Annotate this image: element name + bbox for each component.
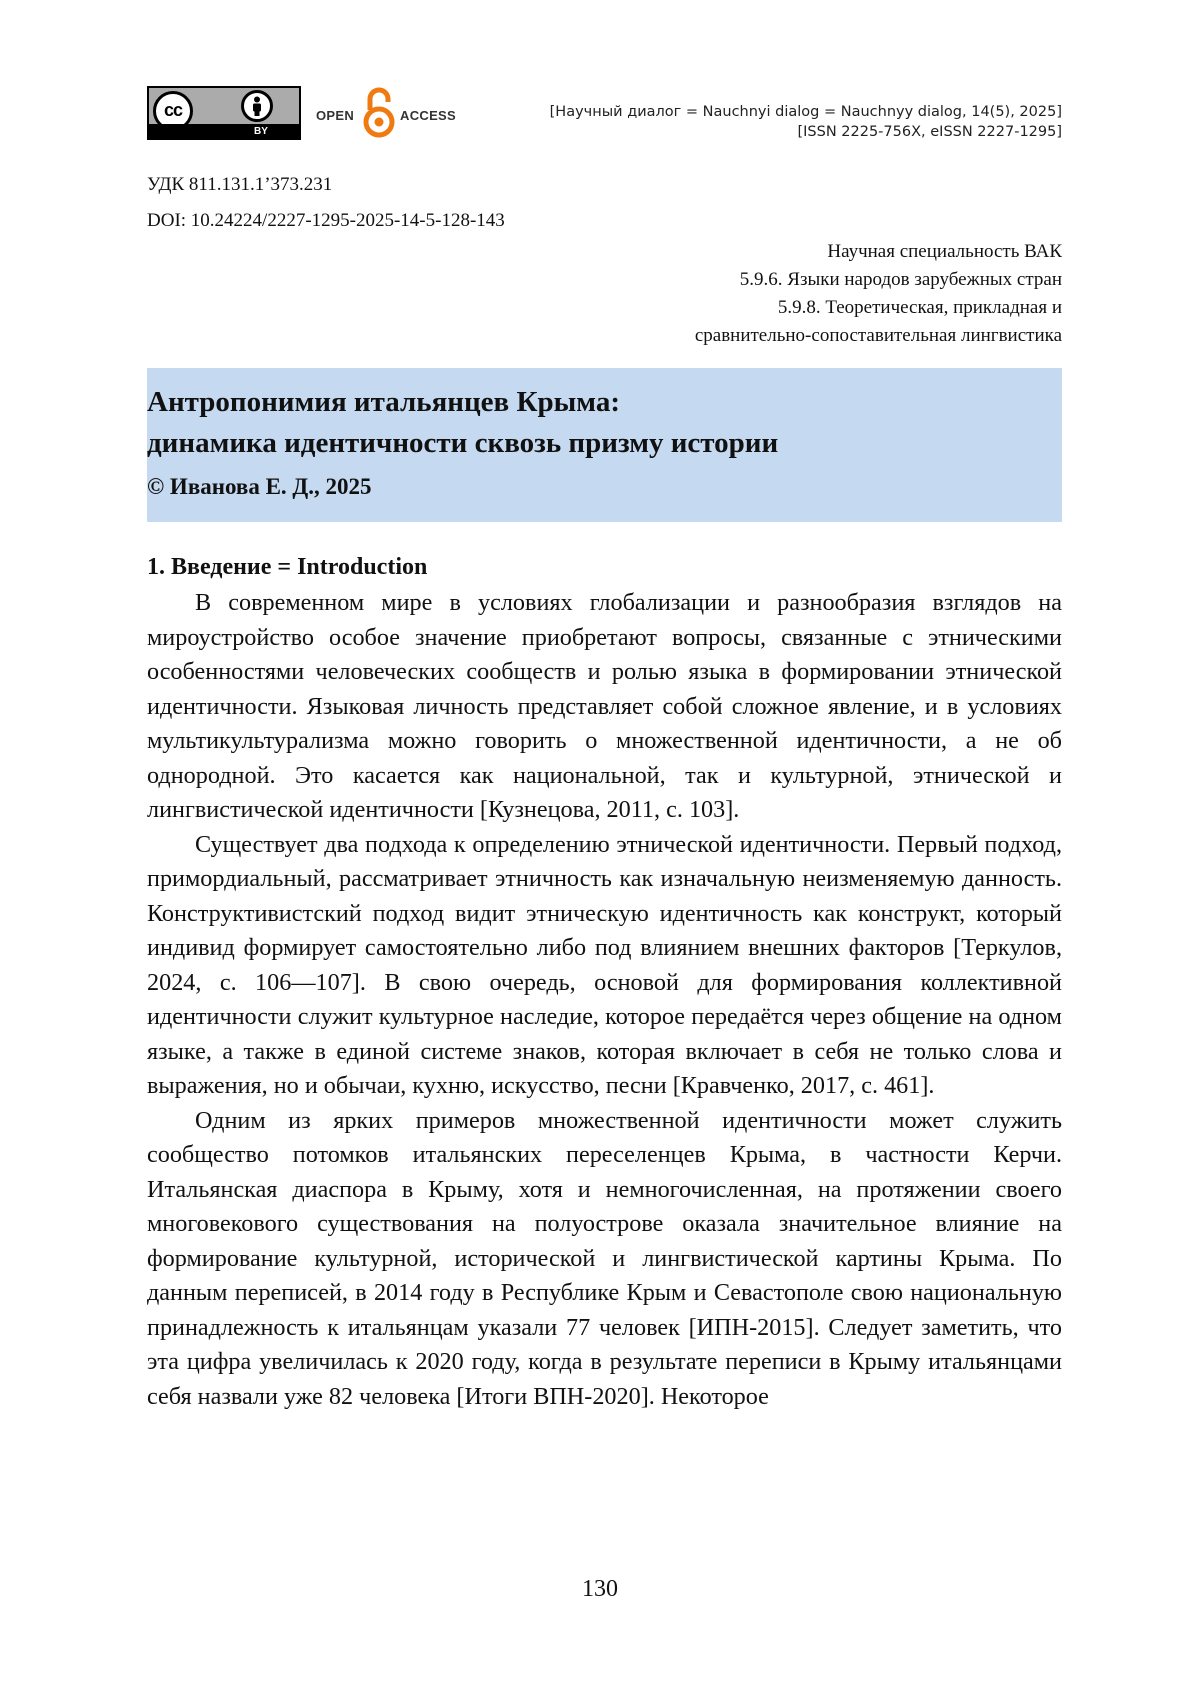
paragraph: Одним из ярких примеров множественной идентичности может служить сообщество потомков итальянских переселенцев Крыма, в частности Керчи. Итальянская диаспора в Крыму, хотя и немногочисленная, на протяжении своего многовекового существования на полуострове оказала значительное влияние на формирование культурной, исторической и лингвистической картины Крыма. По данным переписей, в 2014 году в Республике Крым и Севастополе свою национальную принадлежность к итальянцам указали 77 человек [ИПН-2015]. Следует заметить, что эта цифра увеличилась к 2020 году, когда в результате переписи в Крыму итальянцами себя назвали уже 82 человека [Итоги ВПН-2020]. Некоторое (147, 1106, 1062, 1410)
paragraph: В современном мире в условиях глобализации и разнообразия взглядов на мироустройство особое значение приобретают вопросы, связанные с этническими особенностями человеческих сообществ и ролью языка в формировании этнической идентичности. Языковая личность представляет собой сложное явление, и в условиях мультикультурализма можно говорить о множественной идентичности, а не об однородной. Это касается как национальной, так и культурной, этнической и лингвистической идентичности [Кузнецова, 2011, с. 103]. (147, 589, 1062, 823)
open-lock-icon (360, 86, 398, 140)
title-line: Антропонимия итальянцев Крыма: (147, 386, 620, 418)
section-heading: 1. Введение = Introduction (147, 554, 428, 580)
creative-commons-icon: cc (153, 91, 193, 131)
vak-line: Научная специальность ВАК (827, 241, 1062, 262)
journal-citation: [Научный диалог = Nauchnyi dialog = Nauchnyy dialog, 14(5), 2025] (549, 104, 1062, 120)
udk-code: УДК 811.131.1’373.231 (147, 174, 333, 195)
article-title (147, 382, 778, 464)
doi[interactable]: DOI: 10.24224/2227-1295-2025-14-5-128-143 (147, 210, 505, 231)
by-label: BY (254, 126, 268, 137)
paragraph: Существует два подхода к определению этнической идентичности. Первый подход, примордиальный, рассматривает этничность как изначальную неизменяемую данность. Конструктивистский подход видит этническую идентичность как конструкт, который индивид формирует самостоятельно либо под влиянием внешних факторов [Теркулов, 2024, с. 106—107]. В свою очередь, основой для формирования коллективной идентичности служит культурное наследие, которое передаётся через общение на одном языке, а также в единой системе знаков, которая включает в себя не только слова и выражения, но и обычаи, кухню, искусство, песни [Кравченко, 2017, с. 461]. (147, 830, 1062, 1099)
open-access-logo[interactable] (316, 86, 456, 140)
journal-info (550, 102, 1062, 142)
vak-line: 5.9.6. Языки народов зарубежных стран (739, 269, 1062, 290)
open-access-word-left: OPEN (316, 108, 355, 123)
journal-issn: [ISSN 2225-756X, eISSN 2227-1295] (797, 124, 1062, 140)
page-number: 130 (582, 1576, 618, 1602)
vak-specialty (695, 238, 1062, 350)
cc-by-license-badge[interactable] (147, 86, 301, 140)
vak-line: сравнительно-сопоставительная лингвистика (694, 325, 1062, 346)
vak-line: 5.9.8. Теоретическая, прикладная и (777, 297, 1062, 318)
attribution-person-icon (241, 90, 273, 122)
title-block (147, 368, 1062, 522)
open-access-word-right: ACCESS (400, 108, 456, 123)
author-copyright: © Иванова Е. Д., 2025 (147, 474, 372, 499)
body-text (147, 586, 1062, 1414)
title-line: динамика идентичности сквозь призму истории (147, 427, 779, 459)
